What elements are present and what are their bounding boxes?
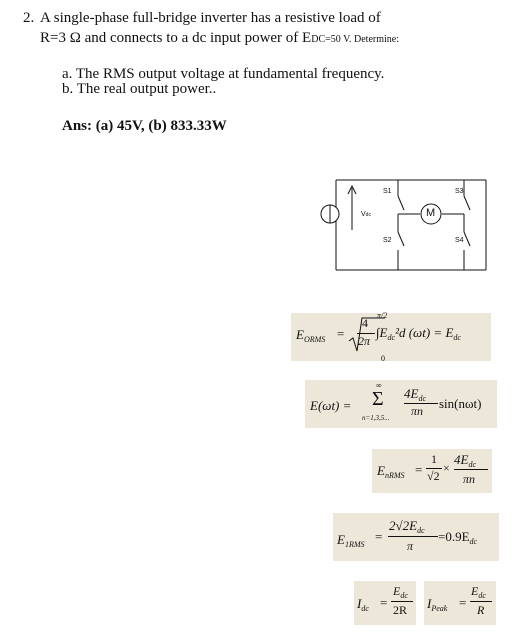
part-b: b. The real output power.. xyxy=(62,81,217,97)
eq5-numerator-2 xyxy=(471,584,486,600)
eq4-lhs-main: E xyxy=(337,532,345,547)
eq1-lhs-sub: ORMS xyxy=(303,335,326,344)
eq5-numerator-sub: dc xyxy=(400,591,408,600)
eq5-lhs-sub: dc xyxy=(361,604,369,613)
eq4-rest-main: =0.9E xyxy=(438,529,470,544)
eq4-rest xyxy=(438,529,477,546)
eq4-equals: = xyxy=(375,529,383,544)
source-label-main: V xyxy=(361,211,366,218)
eq1-lhs xyxy=(296,327,325,344)
eq2-rest: sin(nωt) xyxy=(439,396,482,411)
eq1-equals: = xyxy=(337,326,345,341)
eq5-denominator-2: R xyxy=(477,603,485,617)
motor-label: M xyxy=(426,207,436,219)
eq3-num2-sub: dc xyxy=(468,460,477,469)
source-label xyxy=(361,211,371,218)
eq3-lhs-sub: nRMS xyxy=(384,471,405,480)
switch-s3-label: S3 xyxy=(455,188,464,195)
eq2-numerator xyxy=(404,386,426,403)
eq5-fraction-line xyxy=(391,601,413,602)
eq4-denominator: π xyxy=(407,539,414,553)
switch-s1-label: S1 xyxy=(383,188,392,195)
eq3-lhs xyxy=(377,463,405,480)
eq3-times: × xyxy=(443,461,450,475)
eq1-integrand xyxy=(376,325,461,342)
source-label-sub: dc xyxy=(365,212,371,218)
eq4-numerator-main: 2√2E xyxy=(389,518,418,533)
eq5-numerator xyxy=(393,584,408,600)
eq1-upper-limit: π/2 xyxy=(377,311,388,320)
answer-line: Ans: (a) 45V, (b) 833.33W xyxy=(62,118,227,134)
eq5-numerator-2-main: E xyxy=(471,584,479,598)
eq3-den1: √2 xyxy=(427,469,440,483)
eq1-rhs-sub: dc xyxy=(453,333,461,342)
eq1-integrand-rest: ²d (ωt) = E xyxy=(395,325,454,340)
eq5-lhs2 xyxy=(427,596,447,613)
eq5-lhs-main: I xyxy=(357,596,362,611)
eq3-den2: πn xyxy=(463,472,476,486)
eq5-equals-2: = xyxy=(459,595,467,610)
eq3-equals: = xyxy=(415,462,423,477)
eq1-lower-limit: 0 xyxy=(381,354,385,363)
eq1-integrand-sub: dc xyxy=(387,333,396,342)
eq1-lhs-main: E xyxy=(296,327,304,342)
question-line-2-suffix: =50 V. Determine: xyxy=(325,34,399,45)
eq5-lhs2-sub: Peak xyxy=(431,604,448,613)
eq2-sum-bottom: n=1,3,5... xyxy=(362,414,390,422)
eq3-fraction-line-2 xyxy=(454,469,488,470)
eq2-numerator-sub: dc xyxy=(418,394,427,403)
eq5-lhs xyxy=(357,596,369,613)
eq2-lhs: E(ωt) = xyxy=(310,398,352,413)
eq4-fraction-line xyxy=(388,536,438,537)
source-symbol xyxy=(321,205,339,223)
eq1-denominator: 2π xyxy=(358,334,371,348)
part-a: a. The RMS output voltage at fundamental frequency. xyxy=(62,66,385,82)
eq4-lhs xyxy=(337,532,365,549)
eq4-numerator xyxy=(389,518,425,535)
inverter-circuit-diagram xyxy=(300,170,500,280)
question-line-2-prefix: R=3 Ω and connects to a dc input power of E xyxy=(40,30,312,46)
eq5-denominator: 2R xyxy=(393,603,408,617)
question-line-2-sub: DC xyxy=(311,34,326,45)
eq4-lhs-sub: 1RMS xyxy=(344,540,365,549)
eq4-rest-sub: dc xyxy=(469,537,478,546)
eq5-numerator-2-sub: dc xyxy=(478,591,486,600)
eq2-sum-top: ∞ xyxy=(376,381,382,390)
eq3-lhs-main: E xyxy=(377,463,385,478)
eq2-numerator-main: 4E xyxy=(404,386,419,401)
eq5-equals: = xyxy=(380,595,388,610)
question-number: 2. xyxy=(23,10,35,26)
eq5-lhs2-main: I xyxy=(427,596,432,611)
switch-s2-label: S2 xyxy=(383,237,392,244)
question-line-1: A single-phase full-bridge inverter has a resistive load of xyxy=(40,10,381,26)
eq5-fraction-line-2 xyxy=(470,601,492,602)
eq3-num2-main: 4E xyxy=(454,452,469,467)
eq2-sum-symbol: Σ xyxy=(372,388,384,410)
eq1-numerator: 4 xyxy=(362,316,368,330)
switch-s4-label: S4 xyxy=(455,237,464,244)
eq3-num1: 1 xyxy=(431,452,437,466)
eq4-numerator-sub: dc xyxy=(417,526,425,535)
eq2-denominator: πn xyxy=(411,404,424,418)
question-line-2 xyxy=(40,30,399,47)
eq1-integrand-main: ∫E xyxy=(376,325,388,340)
eq3-num2 xyxy=(454,452,476,469)
eq5-numerator-main: E xyxy=(393,584,401,598)
